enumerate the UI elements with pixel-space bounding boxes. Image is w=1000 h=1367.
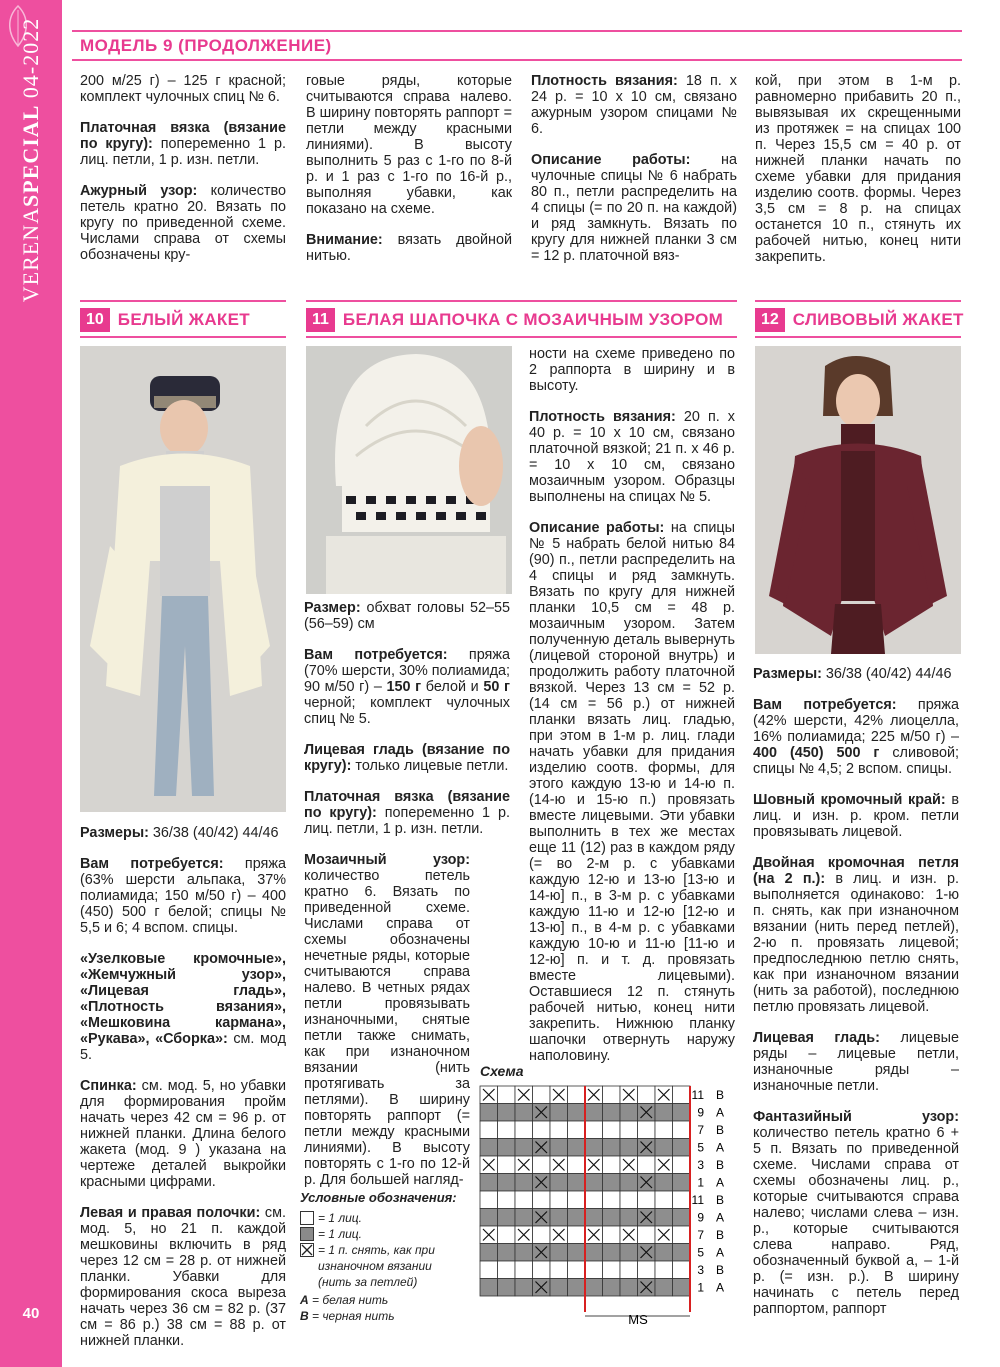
- model11-divider: [306, 300, 737, 302]
- chart-cell: [550, 1209, 568, 1227]
- row-thread-letter: B: [715, 1263, 725, 1277]
- model9-needles-text: 200 м/25 г) – 125 г красной; комплект чулочных спиц № 6.: [80, 73, 286, 105]
- model11-density: [529, 409, 735, 505]
- chart-cell: [673, 1174, 691, 1192]
- white-cell-icon: [300, 1211, 314, 1225]
- model11-divider-bottom: [306, 336, 737, 338]
- chart-cell: [673, 1104, 691, 1122]
- chart-cell: [515, 1121, 533, 1139]
- sizes-text: 36/38 (40/42) 44/46: [821, 666, 952, 682]
- chart-cell: [550, 1121, 568, 1139]
- chart-cell: [603, 1174, 621, 1192]
- garter-text: попеременно 1 р. лиц. петли, 1 р. изн. петли.: [304, 805, 510, 837]
- chart-cell: [515, 1209, 533, 1227]
- model12-text: [753, 666, 959, 1317]
- chart-cell: [603, 1121, 621, 1139]
- model10-divider: [80, 300, 286, 302]
- model10-fronts: [80, 1205, 286, 1349]
- model9-title: МОДЕЛЬ 9 (ПРОДОЛЖЕНИЕ): [80, 36, 332, 55]
- legend-thread-a: [300, 1292, 457, 1308]
- chart-cell: [638, 1261, 656, 1279]
- chart-cell: [655, 1261, 673, 1279]
- sizes-heading: Размеры:: [753, 666, 822, 682]
- row-thread-letter: B: [715, 1228, 725, 1242]
- mosaic-text: количество петель кратно 6. Вязать по приведенной схеме. Числами справа от схемы обозначены нечетные ряды, которые считываются справа налево. В четных рядах петли провязывать изнаночными, снятые петли также снимать, как при изнаночном вязании (нить протягивать за петлями). В ширину повторять раппорт (= петли между красными линиями). В высоту повторять с 1-го по 12-й р. Для большей нагляд-: [304, 868, 470, 1188]
- chart-cell: [550, 1191, 568, 1209]
- chart-cell: [620, 1121, 638, 1139]
- chart-cell: [585, 1174, 603, 1192]
- refs-text: см. мод 5.: [80, 1031, 286, 1063]
- materials-text-2: сливовой; спицы № 4,5; 2 вспом. спицы.: [753, 745, 959, 777]
- chart-cell: [515, 1174, 533, 1192]
- chart-cell: [550, 1104, 568, 1122]
- chart-cell: [515, 1191, 533, 1209]
- model12-divider: [755, 300, 961, 302]
- chart-cell: [568, 1174, 586, 1192]
- model12-sizes: [753, 666, 959, 682]
- legend-thread-b: [300, 1308, 457, 1324]
- chart-cell: [673, 1121, 691, 1139]
- attention-text: вязать двойной нитью.: [306, 232, 512, 264]
- chart-cell: [568, 1244, 586, 1262]
- stockinette-heading: Лицевая гладь:: [753, 1030, 880, 1046]
- chart-cell: [603, 1191, 621, 1209]
- refs-heading: «Узелковые кромочные», «Жемчужный узор», «Лицевая гладь», «Плотность вязания», «Мешковина кармана», «Рукава», «Сборка»:: [80, 951, 286, 1047]
- density-text: 18 п. х 24 р. = 10 х 10 см, связано ажурным узором спицами № 6.: [531, 73, 737, 137]
- legend-item-white: [300, 1210, 457, 1226]
- fronts-text: см. мод. 5, но 21 п. каждой мешковины включить в ряд через 12 см = 28 р. от нижней планки. Убавки для формирования скоса выреза начать через 36 см = 82 р. (37 см = 86 р.) 38 см = 88 р. от нижней планки.: [80, 1205, 286, 1349]
- chart-cell: [673, 1244, 691, 1262]
- chart-cell: [655, 1104, 673, 1122]
- magazine-brand: [18, 18, 44, 302]
- chart-cell: [498, 1156, 516, 1174]
- chart-cell: [498, 1244, 516, 1262]
- chart-cell: [585, 1104, 603, 1122]
- row-thread-letter: B: [715, 1123, 725, 1137]
- materials-heading: Вам потребуется:: [80, 856, 224, 872]
- model9-attention-paragraph: [306, 232, 512, 264]
- double-edge-text: в лиц. и изн. р. выполняется одинаково: 1-ю п. снять, как при изнаночном вязании (нить перед петлей), 2-ю п. провязать лицевой; предпоследнюю петлю снять, как при изнаночном вязании (нить за работой), последнюю петлю провязать лицевой.: [753, 871, 960, 1015]
- chart-cell: [568, 1279, 586, 1297]
- row-thread-letter: B: [715, 1193, 725, 1207]
- chart-cell: [620, 1261, 638, 1279]
- model9-density-paragraph: [531, 73, 737, 137]
- chart-cell: [480, 1191, 498, 1209]
- back-heading: Спинка:: [80, 1078, 137, 1094]
- chart-cell: [673, 1226, 691, 1244]
- chart-cell: [533, 1226, 551, 1244]
- top-divider: [72, 30, 962, 32]
- chart-cell: [498, 1209, 516, 1227]
- chart-cell: [620, 1174, 638, 1192]
- ms-label: MS: [628, 1312, 648, 1327]
- cross-cell-icon: [300, 1243, 314, 1257]
- chart-cell: [603, 1261, 621, 1279]
- fronts-heading: Левая и правая полочки:: [80, 1205, 261, 1221]
- work-text: на спицы № 5 набрать белой нитью 84 (90) п., петли распределить на 4 спицы и ряд замкнуть. Вязать по кругу для нижней планки 10,5 см = 48 р. мозаичным узором. Затем полученную деталь вывернуть (лицевой стороной внутрь) и продолжить работу платочной вязкой. Через 13 см = 52 р. (14 см = 56 р.) от нижней планки вязать лиц. гладью, при этом в 1-м р. лиц. глади начать убавки для придания изделию соотв. формы, для этого каждую 13-ю и 14-ю п. (14-ю и 15-ю п.) провязать вместе лицевыми. Эти убавки выполнить в тех же местах еще 11 (12) раз в каждом ряду (= во 2-м р. с убавками каждую 12-ю и 13-ю [13-ю и 14-ю] п., в 3-м р. с убавками каждую 11-ю и 12-ю [12-ю и 13-ю] п., в 4-м р. с убавками каждую 10-ю и 11-ю [11-ю и 12-ю] п. и т. д. провязать вместе лицевыми). Оставшиеся 12 п. стянуть рабочей нитью, конец нити закрепить. Нижнюю планку шапочки отвернуть наружу наполовину.: [529, 520, 735, 1064]
- row-number: 9: [697, 1105, 704, 1120]
- chart-cell: [638, 1121, 656, 1139]
- chart-cell: [655, 1191, 673, 1209]
- chart-cell: [603, 1086, 621, 1104]
- legend-item-grey: [300, 1226, 457, 1242]
- chart-cell: [603, 1209, 621, 1227]
- row-number: 3: [697, 1158, 704, 1172]
- grey-cell-icon: [300, 1227, 314, 1241]
- chart-cell: [603, 1279, 621, 1297]
- chart-cell: [603, 1139, 621, 1157]
- sizes-heading: Размеры:: [80, 825, 149, 841]
- model10-refs: [80, 951, 286, 1063]
- lace-text: количество петель кратно 20. Вязать по кругу по приведенной схеме. Числами справа от схемы обозначены кру-: [80, 183, 286, 263]
- chart-cell: [620, 1139, 638, 1157]
- model10-sizes: [80, 825, 286, 841]
- legend-key-a: A: [300, 1293, 309, 1307]
- legend-text-slip: = 1 п. снять, как при изнаночном вязании (нить за петлей): [318, 1243, 435, 1289]
- chart-cell: [655, 1121, 673, 1139]
- row-thread-letter: A: [715, 1280, 725, 1295]
- row-number: 5: [697, 1140, 704, 1155]
- chart-cell: [498, 1139, 516, 1157]
- chart-cell: [673, 1191, 691, 1209]
- model12-edge: [753, 792, 959, 840]
- chart-cell: [533, 1086, 551, 1104]
- chart-cell: [498, 1279, 516, 1297]
- chart-cell: [480, 1121, 498, 1139]
- chart-cell: [620, 1209, 638, 1227]
- chart-cell: [655, 1209, 673, 1227]
- model9-column-1: [80, 73, 286, 263]
- row-thread-letter: A: [715, 1140, 725, 1155]
- model11-garter: [304, 789, 510, 837]
- legend-key-b: B: [300, 1309, 309, 1323]
- row-number: 11: [691, 1193, 704, 1207]
- chart-cell: [480, 1244, 498, 1262]
- chart-cell: [533, 1156, 551, 1174]
- chart-cell: [480, 1104, 498, 1122]
- chart-cell: [568, 1156, 586, 1174]
- materials-amount: 400 (450) 500 г: [753, 745, 880, 761]
- row-thread-letter: A: [715, 1105, 725, 1120]
- edge-text: в лиц. и изн. р. кром. петли провязывать лицевой.: [753, 792, 959, 840]
- chart-cell: [515, 1261, 533, 1279]
- back-text: см. мод. 5, но убавки для формирования пройм начать через 42 см = 96 р. от нижней планки. Длина белого жакета (мод. 9 ) указана на чертеже деталей выкройки красными цифрами.: [80, 1078, 286, 1190]
- row-number: 1: [697, 1175, 704, 1190]
- model11-photo: [306, 346, 512, 594]
- chart-cell: [585, 1191, 603, 1209]
- chart-cell: [585, 1279, 603, 1297]
- chart-cell: [480, 1279, 498, 1297]
- chart-cell: [550, 1174, 568, 1192]
- chart-cell: [568, 1104, 586, 1122]
- double-edge-heading: Двойная кромочная петля (на 2 п.):: [753, 855, 959, 887]
- chart-cell: [533, 1121, 551, 1139]
- model12-number: 12: [755, 308, 785, 332]
- model12-title: СЛИВОВЫЙ ЖАКЕТ: [792, 310, 964, 329]
- magazine-sidebar: [0, 0, 62, 1367]
- mosaic-heading: Мозаичный узор:: [304, 852, 470, 868]
- model10-materials: [80, 856, 286, 936]
- size-heading: Размер:: [304, 600, 361, 616]
- chart-cell: [655, 1244, 673, 1262]
- chart-cell: [603, 1156, 621, 1174]
- chart-cell: [585, 1121, 603, 1139]
- size-text: обхват головы 52–55 (56–59) см: [304, 600, 510, 632]
- work-heading: Описание работы:: [529, 520, 665, 536]
- density-heading: Плотность вязания:: [531, 73, 678, 89]
- chart-cell: [585, 1261, 603, 1279]
- fancy-heading: Фантазийный узор:: [753, 1109, 959, 1125]
- model11-title: БЕЛАЯ ШАПОЧКА С МОЗАИЧНЫМ УЗОРОМ: [342, 310, 724, 329]
- chart-cell: [515, 1244, 533, 1262]
- chart-cell: [568, 1191, 586, 1209]
- chart-cell: [603, 1244, 621, 1262]
- legend-item-slip: [300, 1242, 457, 1290]
- materials-white-amount: 150 г: [386, 679, 422, 695]
- model10-divider-bottom: [80, 336, 286, 338]
- chart-cell: [498, 1174, 516, 1192]
- model10-title: БЕЛЫЙ ЖАКЕТ: [117, 310, 250, 329]
- garter-heading: Платочная вязка (вязание по кругу):: [80, 120, 286, 152]
- chart-cell: [673, 1156, 691, 1174]
- model10-header: [80, 307, 250, 333]
- row-thread-letter: B: [715, 1088, 725, 1102]
- materials-text-2: белой и: [421, 679, 484, 695]
- model9-repeat-text: говые ряды, которые считываются справа налево. В ширину повторять раппорт = петли между красными линиями). В высоту выполнить 5 раз с 1-го по 8-й р. и 1 раз с 1-го по 16-й р., выполняя убавки, как показано на схеме.: [306, 73, 512, 217]
- chart-cell: [568, 1086, 586, 1104]
- model11-materials: [304, 647, 510, 727]
- model9-column-4: [755, 73, 961, 265]
- chart-cell: [550, 1244, 568, 1262]
- attention-heading: Внимание:: [306, 232, 383, 248]
- chart-cell: [620, 1244, 638, 1262]
- model9-column-2: [306, 73, 512, 264]
- chart-cell: [568, 1261, 586, 1279]
- stockinette-heading: Лицевая гладь (вязание по кругу):: [304, 742, 510, 774]
- chart-cell: [655, 1174, 673, 1192]
- lace-heading: Ажурный узор:: [80, 183, 198, 199]
- materials-heading: Вам потребуется:: [304, 647, 448, 663]
- chart-cell: [620, 1279, 638, 1297]
- chart-cell: [603, 1226, 621, 1244]
- model12-fancy: [753, 1109, 959, 1317]
- legend-text-white: = 1 лиц.: [318, 1211, 362, 1225]
- materials-heading: Вам потребуется:: [753, 697, 897, 713]
- row-number: 1: [697, 1280, 704, 1295]
- chart-cell: [655, 1279, 673, 1297]
- model9-column-3: [531, 73, 737, 264]
- row-number: 11: [691, 1088, 704, 1102]
- issue-number: 04-2022: [18, 17, 43, 99]
- chart-cell: [498, 1226, 516, 1244]
- row-thread-letter: A: [715, 1245, 725, 1260]
- model12-header: [755, 307, 964, 333]
- model10-photo: [80, 346, 286, 812]
- chart-cell: [585, 1209, 603, 1227]
- garter-heading: Платочная вязка (вязание по кругу):: [304, 789, 510, 821]
- chart-cell: [673, 1086, 691, 1104]
- chart-cell: [550, 1139, 568, 1157]
- legend-text-b: = черная нить: [308, 1309, 395, 1323]
- model11-header: [306, 307, 723, 333]
- model9-work-paragraph: [531, 152, 737, 264]
- chart-cell: [480, 1139, 498, 1157]
- legend-title: Условные обозначения:: [300, 1190, 457, 1205]
- model11-size: [304, 600, 510, 632]
- legend-text-a: = белая нить: [308, 1293, 389, 1307]
- model12-divider-bottom: [755, 336, 961, 338]
- brand-name: VERENA: [18, 206, 43, 303]
- chart-cell: [515, 1279, 533, 1297]
- chart-cell: [550, 1261, 568, 1279]
- row-number: 5: [697, 1245, 704, 1260]
- chart-cell: [673, 1261, 691, 1279]
- model12-stockinette: [753, 1030, 959, 1094]
- chart-cell: [568, 1226, 586, 1244]
- chart-cell: [550, 1279, 568, 1297]
- model11-text-right: [529, 346, 735, 1064]
- stockinette-text: только лицевые петли.: [351, 758, 509, 774]
- chart-cell: [498, 1191, 516, 1209]
- chart-cell: [568, 1209, 586, 1227]
- chart-cell: [533, 1191, 551, 1209]
- legend: [300, 1190, 457, 1324]
- chart-cell: [585, 1139, 603, 1157]
- work-heading: Описание работы:: [531, 152, 691, 168]
- materials-text: пряжа (63% шерсти альпака, 37% полиамида; 150 м/50 г) – 400 (450) 500 г белой; спицы № 5,5 и 6; 4 вспом. спицы.: [80, 856, 286, 936]
- chart-cell: [480, 1261, 498, 1279]
- model12-photo: [755, 346, 961, 654]
- row-number: 3: [697, 1263, 704, 1277]
- model11-schema-note: ности на схеме приведено по 2 раппорта в ширину и в высоту.: [529, 346, 735, 394]
- model9-lace-paragraph: [80, 183, 286, 263]
- row-thread-letter: A: [715, 1175, 725, 1190]
- model10-number: 10: [80, 308, 110, 332]
- model10-back: [80, 1078, 286, 1190]
- model9-work-continued: кой, при этом в 1-м р. равномерно прибавить 20 п., вывязывая их скрещенными из протяжек = на спицах 100 п. Через 15,5 см = 40 р. от нижней планки начать по схеме убавки для придания изделию соотв. формы. Через 3,5 см = 8 р. на спицах останется 10 п., стянуть их рабочей нитью, конец нити закрепить.: [755, 73, 961, 265]
- row-number: 7: [697, 1228, 704, 1242]
- chart-cell: [498, 1121, 516, 1139]
- density-text: 20 п. х 40 р. = 10 х 10 см, связано платочной вязкой; 21 п. х 46 р. = 10 х 10 см, связано мозаичным узором. Образцы выполнены на спицах № 5.: [529, 409, 735, 505]
- chart-cell: [638, 1226, 656, 1244]
- row-numbers: [692, 1088, 724, 1295]
- chart-cell: [655, 1139, 673, 1157]
- edge-heading: Шовный кромочный край:: [753, 792, 946, 808]
- stockinette-text: лицевые ряды – лицевые петли, изнаночные ряды – изнаночные петли.: [753, 1030, 960, 1094]
- chart-cell: [568, 1139, 586, 1157]
- row-number: 7: [697, 1123, 704, 1137]
- chart-cell: [498, 1086, 516, 1104]
- title-divider: [72, 59, 962, 61]
- legend-text-grey: = 1 лиц.: [318, 1227, 362, 1241]
- work-text: на чулочные спицы № 6 набрать 80 п., петли распределить на 4 спицы (= по 20 п. на каждой) и ряд замкнуть. Вязать по кругу для нижней планки 3 см = 12 р. платочной вяз-: [531, 152, 737, 264]
- row-number: 9: [697, 1210, 704, 1225]
- model11-stockinette: [304, 742, 510, 774]
- chart-cell: [638, 1086, 656, 1104]
- model12-double-edge: [753, 855, 959, 1015]
- chart-cell: [638, 1156, 656, 1174]
- chart-cell: [480, 1174, 498, 1192]
- density-heading: Плотность вязания:: [529, 409, 676, 425]
- chart-cell: [568, 1121, 586, 1139]
- schema-title: Схема: [480, 1063, 524, 1079]
- row-thread-letter: B: [715, 1158, 725, 1172]
- chart-cell: [620, 1104, 638, 1122]
- model11-number: 11: [306, 308, 335, 332]
- chart-cell: [638, 1191, 656, 1209]
- chart-cell: [673, 1209, 691, 1227]
- materials-text-1: пряжа (42% шерсти, 42% лиоцелла, 16% полиамида; 225 м/50 г) –: [753, 697, 959, 745]
- chart-cell: [603, 1104, 621, 1122]
- brand-special: SPECIAL: [18, 104, 43, 207]
- chart-cell: [498, 1104, 516, 1122]
- materials-black-amount: 50 г: [483, 679, 510, 695]
- chart-cell: [515, 1104, 533, 1122]
- model11-mosaic: [304, 852, 470, 1188]
- sizes-text: 36/38 (40/42) 44/46: [148, 825, 279, 841]
- model12-materials: [753, 697, 959, 777]
- fancy-text: количество петель кратно 6 + 5 п. Вязать по приведенной схеме. Числами справа от схемы обозначены лиц. р., которые считываются справа налево; числами слева – изн. р., которые считываются слева направо. Ряд, обозначенный буквой а, – 1-й р. (= изн. р.). В ширину начинать с петель перед раппортом, раппорт: [753, 1125, 959, 1317]
- chart-cell: [673, 1139, 691, 1157]
- chart-cell: [585, 1244, 603, 1262]
- chart-cell: [533, 1261, 551, 1279]
- model10-text: [80, 825, 286, 1349]
- chart-cell: [480, 1209, 498, 1227]
- row-thread-letter: A: [715, 1210, 725, 1225]
- chart-cell: [620, 1191, 638, 1209]
- page-number: 40: [22, 1305, 40, 1322]
- model9-garter-paragraph: [80, 120, 286, 168]
- model11-work: [529, 520, 735, 1064]
- chart-cell: [498, 1261, 516, 1279]
- materials-text-3: черной; комплект чулочных спиц № 5.: [304, 695, 510, 727]
- chart-cell: [673, 1279, 691, 1297]
- mosaic-chart: [478, 1080, 746, 1330]
- materials-text-1: пряжа (70% шерсти, 30% полиамида; 90 м/50 г) –: [304, 647, 511, 695]
- garter-text: попеременно 1 р. лиц. петли, 1 р. изн. петли.: [80, 136, 286, 168]
- chart-cell: [515, 1139, 533, 1157]
